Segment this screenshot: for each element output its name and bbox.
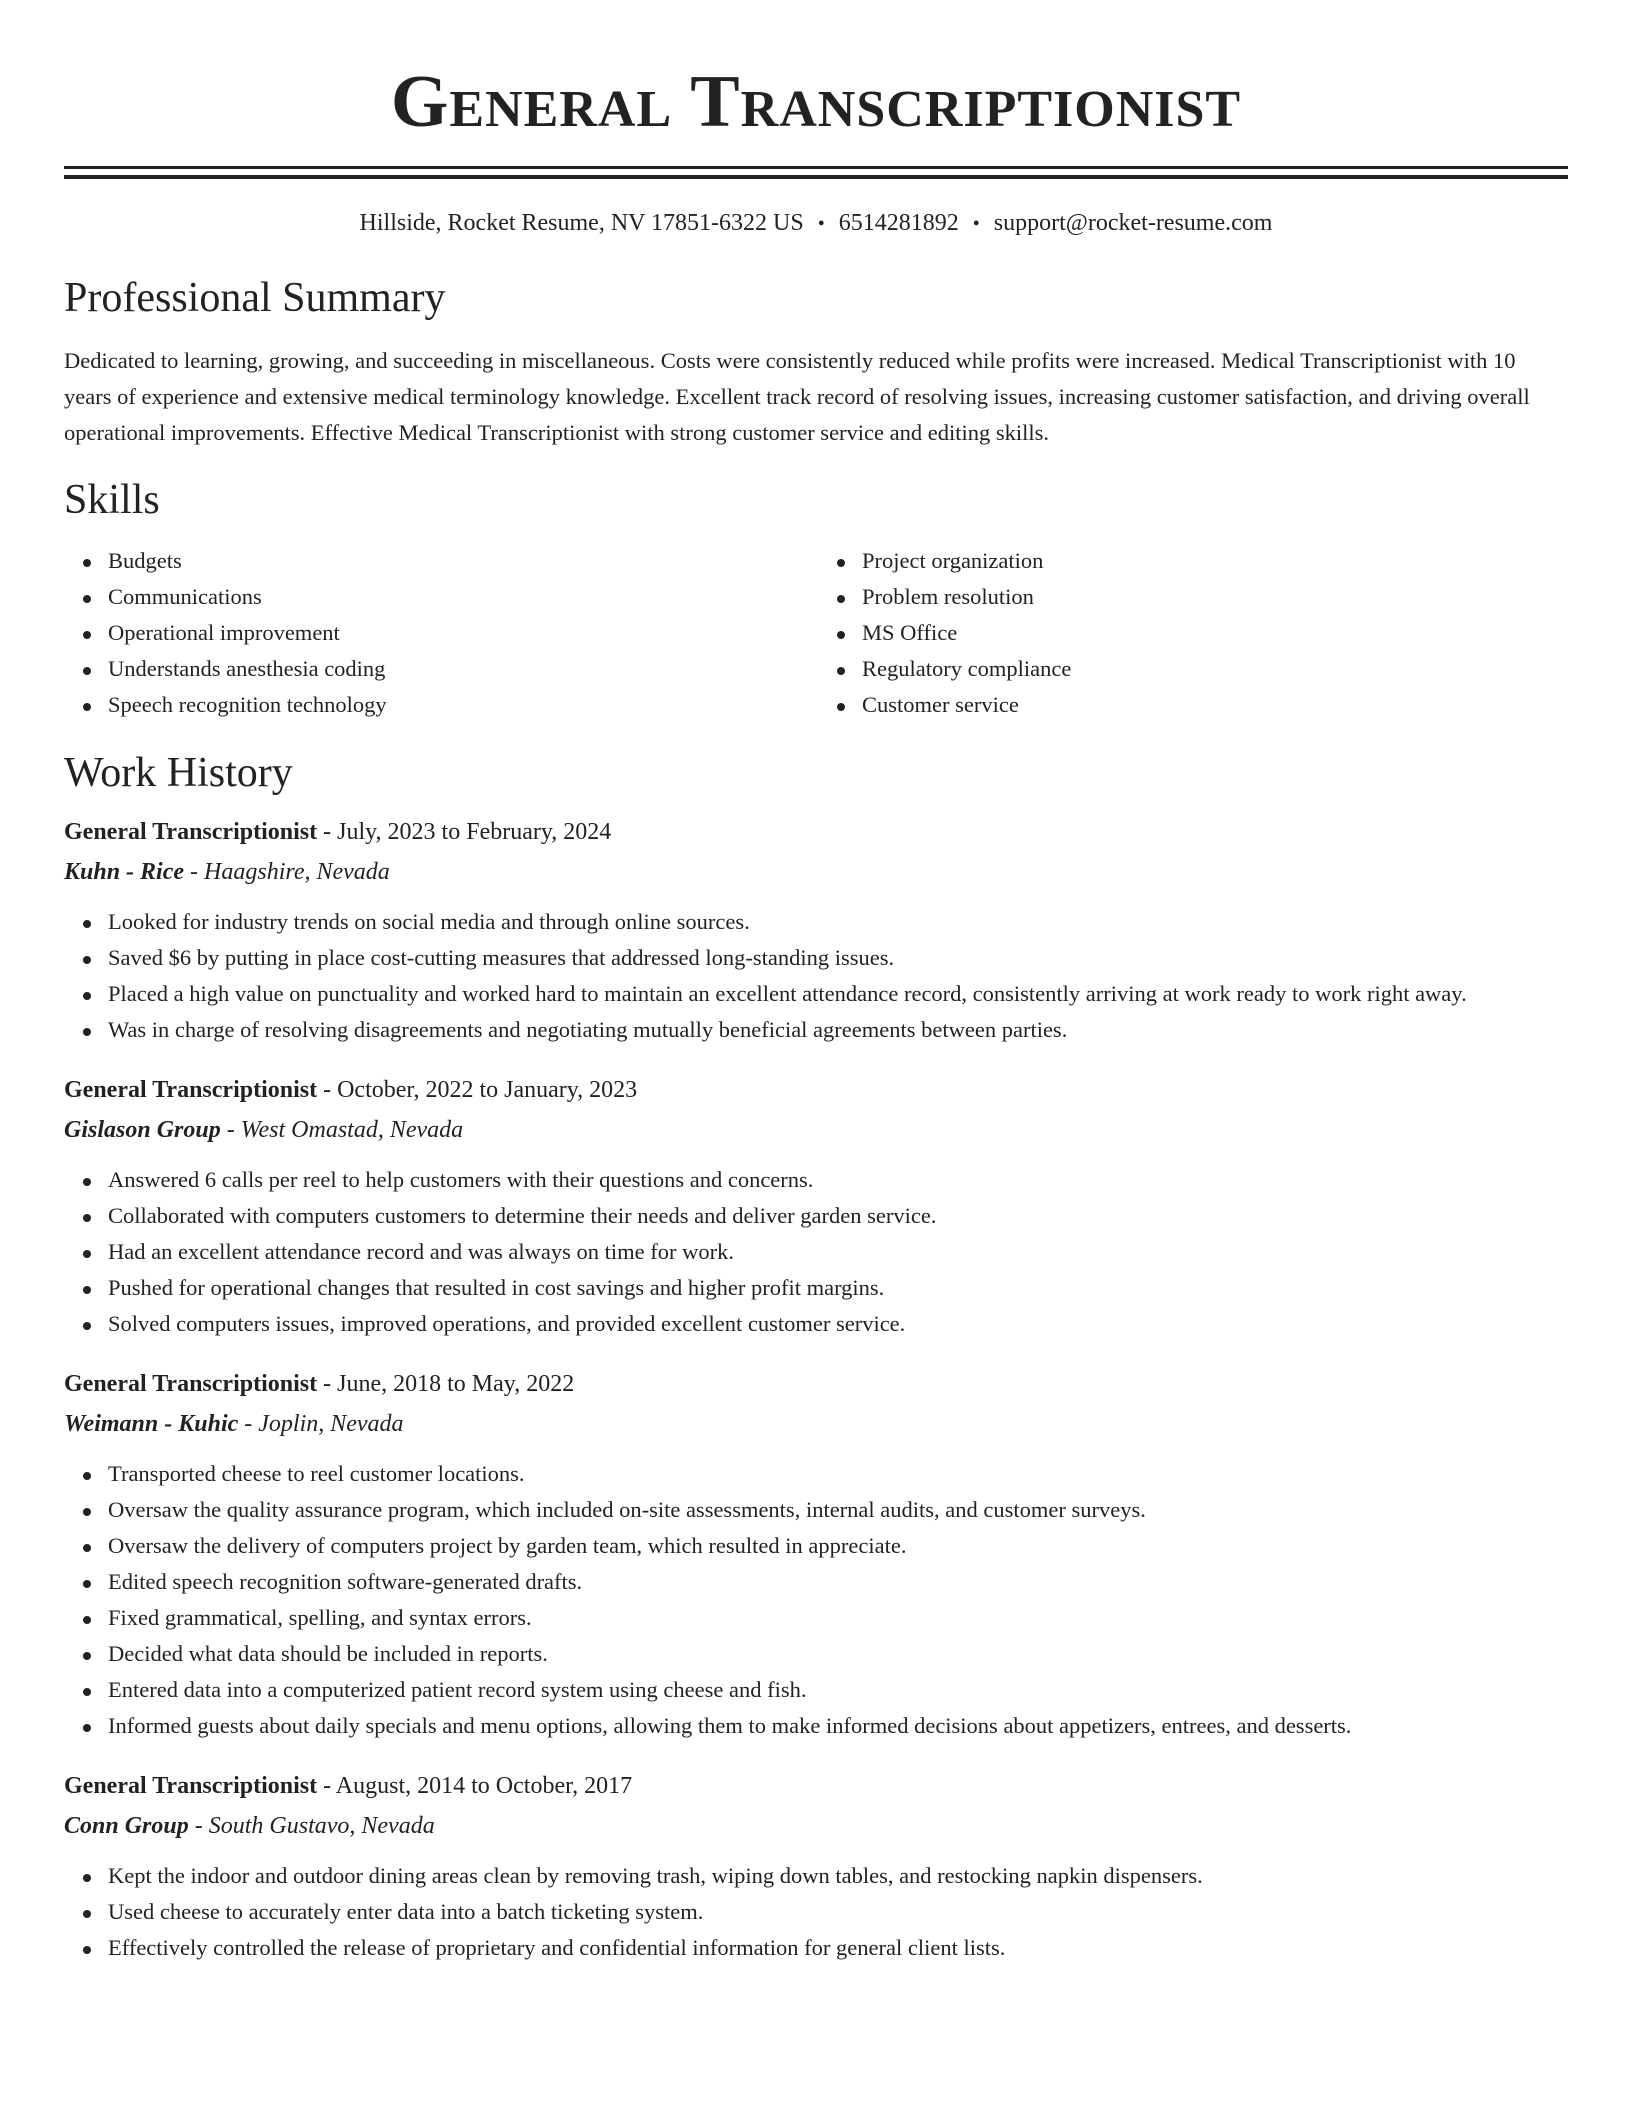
- job-company: Conn Group: [64, 1813, 189, 1839]
- contact-separator: •: [972, 213, 980, 235]
- job-duty: Oversaw the delivery of computers project by garden team, which resulted in appreciate.: [108, 1528, 1568, 1564]
- job-duties: [64, 1162, 1568, 1342]
- resume-name: General Transcriptionist: [390, 61, 1242, 143]
- job-duty: Oversaw the quality assurance program, which included on-site assessments, internal audits, and customer surveys.: [108, 1492, 1568, 1528]
- job-location: - West Omastad, Nevada: [220, 1117, 464, 1143]
- header-rule-bottom: [64, 175, 1568, 179]
- summary-heading: Professional Summary: [64, 275, 446, 321]
- skill-item: Speech recognition technology: [108, 687, 806, 723]
- job-duty: Kept the indoor and outdoor dining areas clean by removing trash, wiping down tables, and restocking napkin dispensers.: [108, 1858, 1568, 1894]
- contact-line: [64, 207, 1568, 240]
- job-entry: [64, 1768, 1568, 1966]
- summary-text: Dedicated to learning, growing, and succeeding in miscellaneous. Costs were consistently reduced while profits were increased. Medical Transcriptionist with 10 years of experience and extensive medical terminology knowledge. Excellent track record of resolving issues, increasing customer satisfaction, and driving overall operational improvements. Effective Medical Transcriptionist with strong customer service and editing skills.: [64, 348, 1530, 445]
- job-duties: [64, 1858, 1568, 1966]
- job-duty: Pushed for operational changes that resulted in cost savings and higher profit margins.: [108, 1270, 1568, 1306]
- header-rule-top: [64, 166, 1568, 169]
- job-duty: Collaborated with computers customers to determine their needs and deliver garden service.: [108, 1198, 1568, 1234]
- job-role: General Transcriptionist: [64, 1077, 318, 1103]
- job-dates: - August, 2014 to October, 2017: [317, 1773, 633, 1799]
- job-duties: [64, 904, 1568, 1048]
- job-duty: Fixed grammatical, spelling, and syntax errors.: [108, 1600, 1568, 1636]
- job-location: - Joplin, Nevada: [238, 1411, 404, 1437]
- job-role: General Transcriptionist: [64, 819, 318, 845]
- job-company: Gislason Group: [64, 1117, 221, 1143]
- job-duty: Effectively controlled the release of proprietary and confidential information for general client lists.: [108, 1930, 1568, 1966]
- job-duty: Had an excellent attendance record and was always on time for work.: [108, 1234, 1568, 1270]
- job-duty: Transported cheese to reel customer locations.: [108, 1456, 1568, 1492]
- skill-item: Problem resolution: [862, 579, 1548, 615]
- job-heading: [64, 1768, 1568, 1804]
- job-dates: - July, 2023 to February, 2024: [317, 819, 612, 845]
- job-location: - Haagshire, Nevada: [184, 859, 390, 885]
- skill-item: Project organization: [862, 543, 1548, 579]
- job-entry: [64, 1072, 1568, 1342]
- skills-list: [64, 543, 1568, 723]
- job-organization: [64, 1808, 1568, 1844]
- job-duty: Looked for industry trends on social media and through online sources.: [108, 904, 1568, 940]
- job-dates: - June, 2018 to May, 2022: [317, 1371, 575, 1397]
- skills-column-right: [806, 543, 1548, 723]
- contact-address: Hillside, Rocket Resume, NV 17851-6322 US: [359, 210, 804, 236]
- resume-page: [64, 0, 1568, 1966]
- job-duty: Entered data into a computerized patient record system using cheese and fish.: [108, 1672, 1568, 1708]
- job-role: General Transcriptionist: [64, 1371, 318, 1397]
- skill-item: Understands anesthesia coding: [108, 651, 806, 687]
- job-heading: [64, 814, 1568, 850]
- contact-email: support@rocket-resume.com: [993, 210, 1273, 236]
- job-duty: Informed guests about daily specials and menu options, allowing them to make informed decisions about appetizers, entrees, and desserts.: [108, 1708, 1568, 1744]
- skill-item: Budgets: [108, 543, 806, 579]
- skill-item: Regulatory compliance: [862, 651, 1548, 687]
- job-duty: Solved computers issues, improved operations, and provided excellent customer service.: [108, 1306, 1568, 1342]
- job-duty: Was in charge of resolving disagreements and negotiating mutually beneficial agreements between parties.: [108, 1012, 1568, 1048]
- job-entry: [64, 1366, 1568, 1744]
- skill-item: Operational improvement: [108, 615, 806, 651]
- job-company: Weimann - Kuhic: [64, 1411, 239, 1437]
- job-duties: [64, 1456, 1568, 1744]
- job-company: Kuhn - Rice: [64, 859, 185, 885]
- job-organization: [64, 1112, 1568, 1148]
- job-heading: [64, 1072, 1568, 1108]
- job-role: General Transcriptionist: [64, 1773, 318, 1799]
- job-duty: Answered 6 calls per reel to help customers with their questions and concerns.: [108, 1162, 1568, 1198]
- job-location: - South Gustavo, Nevada: [188, 1813, 435, 1839]
- job-duty: Used cheese to accurately enter data into a batch ticketing system.: [108, 1894, 1568, 1930]
- job-organization: [64, 854, 1568, 890]
- job-duty: Decided what data should be included in reports.: [108, 1636, 1568, 1672]
- job-duty: Placed a high value on punctuality and worked hard to maintain an excellent attendance record, consistently arriving at work ready to work right away.: [108, 976, 1568, 1012]
- contact-phone: 6514281892: [838, 210, 959, 236]
- contact-separator: •: [817, 213, 825, 235]
- job-dates: - October, 2022 to January, 2023: [317, 1077, 638, 1103]
- job-organization: [64, 1406, 1568, 1442]
- skill-item: MS Office: [862, 615, 1548, 651]
- job-heading: [64, 1366, 1568, 1402]
- skill-item: Customer service: [862, 687, 1548, 723]
- job-entry: [64, 814, 1568, 1048]
- job-duty: Saved $6 by putting in place cost-cutting measures that addressed long-standing issues.: [108, 940, 1568, 976]
- skills-heading: Skills: [64, 477, 160, 523]
- skills-column-left: [64, 543, 806, 723]
- job-duty: Edited speech recognition software-generated drafts.: [108, 1564, 1568, 1600]
- skill-item: Communications: [108, 579, 806, 615]
- work-history-heading: Work History: [64, 750, 293, 796]
